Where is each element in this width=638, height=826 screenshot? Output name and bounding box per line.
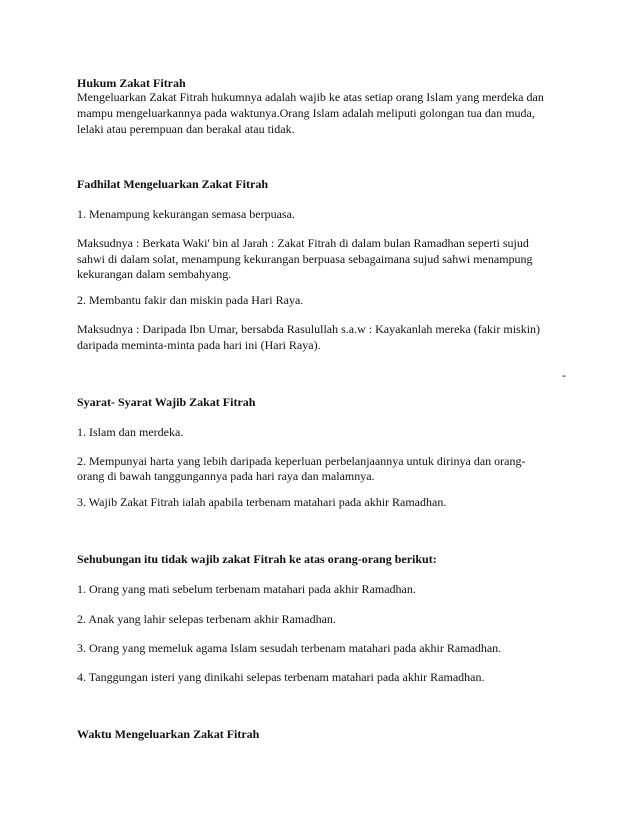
- paragraph-line: sahwi di dalam solat, menampung kekurangan berpuasa sebagaimana sujud sahwi menampung: [77, 252, 533, 266]
- list-item: 3. Wajib Zakat Fitrah ialah apabila terbenam matahari pada akhir Ramadhan.: [77, 495, 447, 509]
- paragraph-line: Maksudnya : Daripada Ibn Umar, bersabda Rasulullah s.a.w : Kayakanlah mereka (fakir miskin): [77, 322, 541, 336]
- section-heading-hukum: Hukum Zakat Fitrah: [77, 76, 186, 90]
- paragraph-line: mampu mengeluarkannya pada waktunya.Orang Islam adalah meliputi golongan tua dan muda,: [77, 106, 535, 120]
- list-item: 2. Membantu fakir dan miskin pada Hari Raya.: [77, 293, 304, 307]
- section-heading-sehubungan: Sehubungan itu tidak wajib zakat Fitrah ke atas orang-orang berikut:: [77, 552, 437, 566]
- list-item: 3. Orang yang memeluk agama Islam sesudah terbenam matahari pada akhir Ramadhan.: [77, 641, 502, 655]
- section-heading-fadhilat: Fadhilat Mengeluarkan Zakat Fitrah: [77, 177, 269, 191]
- stray-dash: -: [562, 368, 566, 382]
- paragraph-line: daripada meminta-minta pada hari ini (Hari Raya).: [77, 338, 321, 352]
- paragraph-line: 2. Mempunyai harta yang lebih daripada keperluan perbelanjaannya untuk dirinya dan orang-: [77, 454, 526, 468]
- paragraph-line: kekurangan dalam sembahyang.: [77, 267, 232, 281]
- section-heading-waktu: Waktu Mengeluarkan Zakat Fitrah: [77, 727, 260, 741]
- paragraph-line: Maksudnya : Berkata Waki' bin al Jarah : Zakat Fitrah di dalam bulan Ramadhan seperti sujud: [77, 236, 529, 250]
- section-heading-syarat: Syarat- Syarat Wajib Zakat Fitrah: [77, 395, 256, 409]
- list-item: 1. Orang yang mati sebelum terbenam matahari pada akhir Ramadhan.: [77, 582, 416, 596]
- list-item: 1. Islam dan merdeka.: [77, 425, 184, 439]
- paragraph-line: Mengeluarkan Zakat Fitrah hukumnya adalah wajib ke atas setiap orang Islam yang merdeka dan: [77, 90, 544, 104]
- paragraph-line: lelaki atau perempuan dan berakal atau tidak.: [77, 122, 295, 136]
- list-item: 2. Anak yang lahir selepas terbenam akhir Ramadhan.: [77, 612, 336, 626]
- list-item: 1. Menampung kekurangan semasa berpuasa.: [77, 207, 295, 221]
- paragraph-line: orang di bawah tanggungannya pada hari raya dan malamnya.: [77, 469, 375, 483]
- list-item: 4. Tanggungan isteri yang dinikahi selepas terbenam matahari pada akhir Ramadhan.: [77, 670, 485, 684]
